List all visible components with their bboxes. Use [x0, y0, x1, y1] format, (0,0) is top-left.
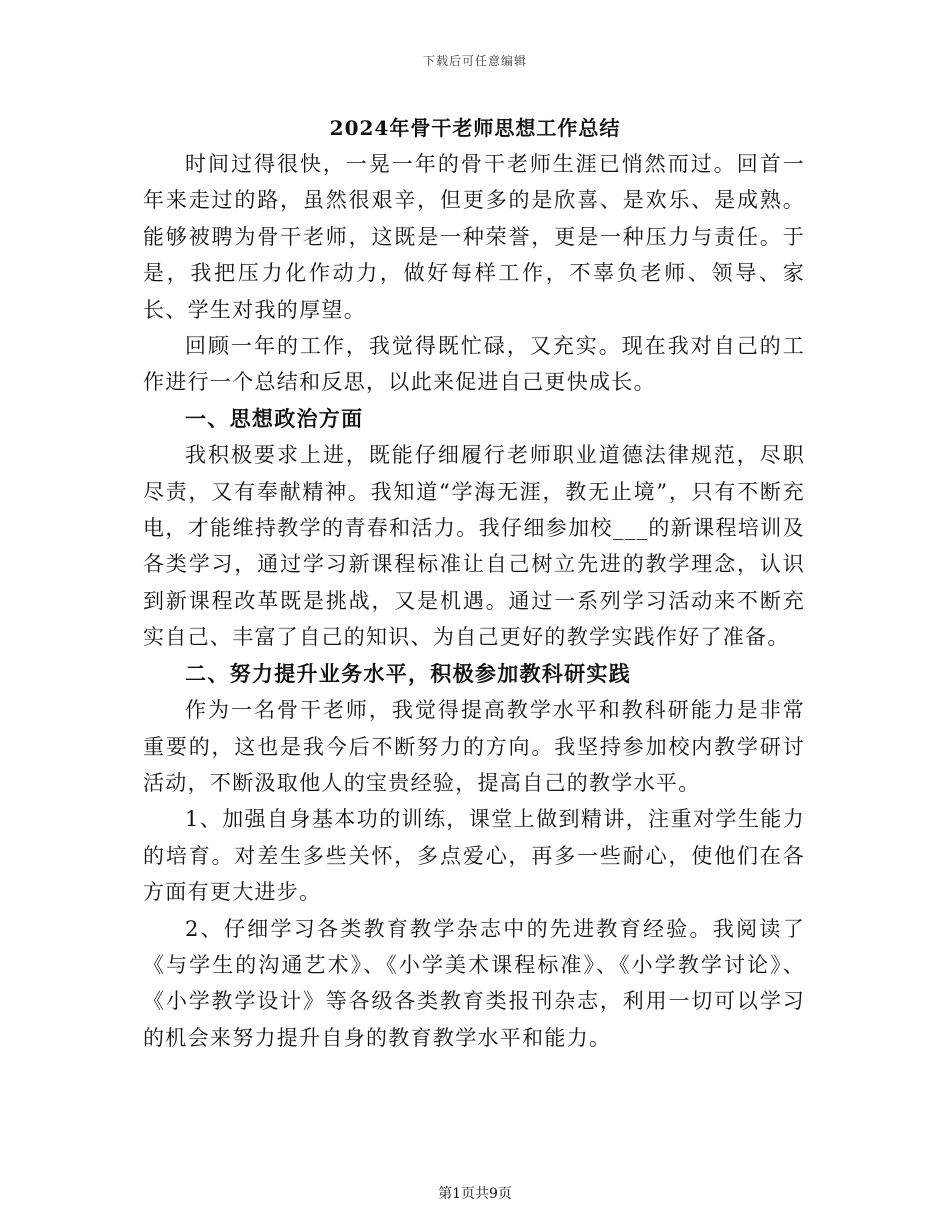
paragraph-review: 回顾一年的工作，我觉得既忙碌，又充实。现在我对自己的工作进行一个总结和反思，以此来促进自己更快成长。: [143, 334, 805, 395]
paragraph-professional: 作为一名骨干老师，我觉得提高教学水平和教科研能力是非常重要的，这也是我今后不断努力的方向。我坚持参加校内教学研讨活动，不断汲取他人的宝贵经验，提高自己的教学水平。: [143, 698, 805, 795]
paragraph-item-2: 2、仔细学习各类教育教学杂志中的先进教育经验。我阅读了《与学生的沟通艺术》、《小学美术课程标准》、《小学教学讨论》、《小学教学设计》等各级各类教育类报刊杂志，利用一切可以学习的机会来努力提升自身的教育教学水平和能力。: [143, 916, 805, 1050]
paragraph-intro: 时间过得很快，一晃一年的骨干老师生涯已悄然而过。回首一年来走过的路，虽然很艰辛，但更多的是欣喜、是欢乐、是成熟。能够被聘为骨干老师，这既是一种荣誉，更是一种压力与责任。于是，我把压力化作动力，做好每样工作，不辜负老师、领导、家长、学生对我的厚望。: [143, 152, 805, 322]
header-note: 下载后可任意编辑: [422, 54, 527, 68]
paragraph-item-1: 1、加强自身基本功的训练，课堂上做到精讲，注重对学生能力的培育。对差生多些关怀，多点爱心，再多一些耐心，使他们在各方面有更大进步。: [143, 807, 805, 905]
document-title: 2024年骨干老师思想工作总结: [329, 116, 621, 140]
section-heading-political: 一、思想政治方面: [185, 405, 364, 431]
page-number: 第1页共9页: [438, 1186, 512, 1202]
section-heading-professional: 二、努力提升业务水平，积极参加教科研实践: [185, 660, 631, 686]
paragraph-political: 我积极要求上进，既能仔细履行老师职业道德法律规范，尽职尽责，又有奉献精神。我知道“学海无涯，教无止境”，只有不断充电，才能维持教学的青春和活力。我仔细参加校___的新课程培训及各类学习，通过学习新课程标准让自己树立先进的教学理念，认识到新课程改革既是挑战，又是机遇。通过一系列学习活动来不断充实自己、丰富了自己的知识、为自己更好的教学实践作好了准备。: [143, 443, 805, 650]
document-body: [143, 146, 805, 1056]
